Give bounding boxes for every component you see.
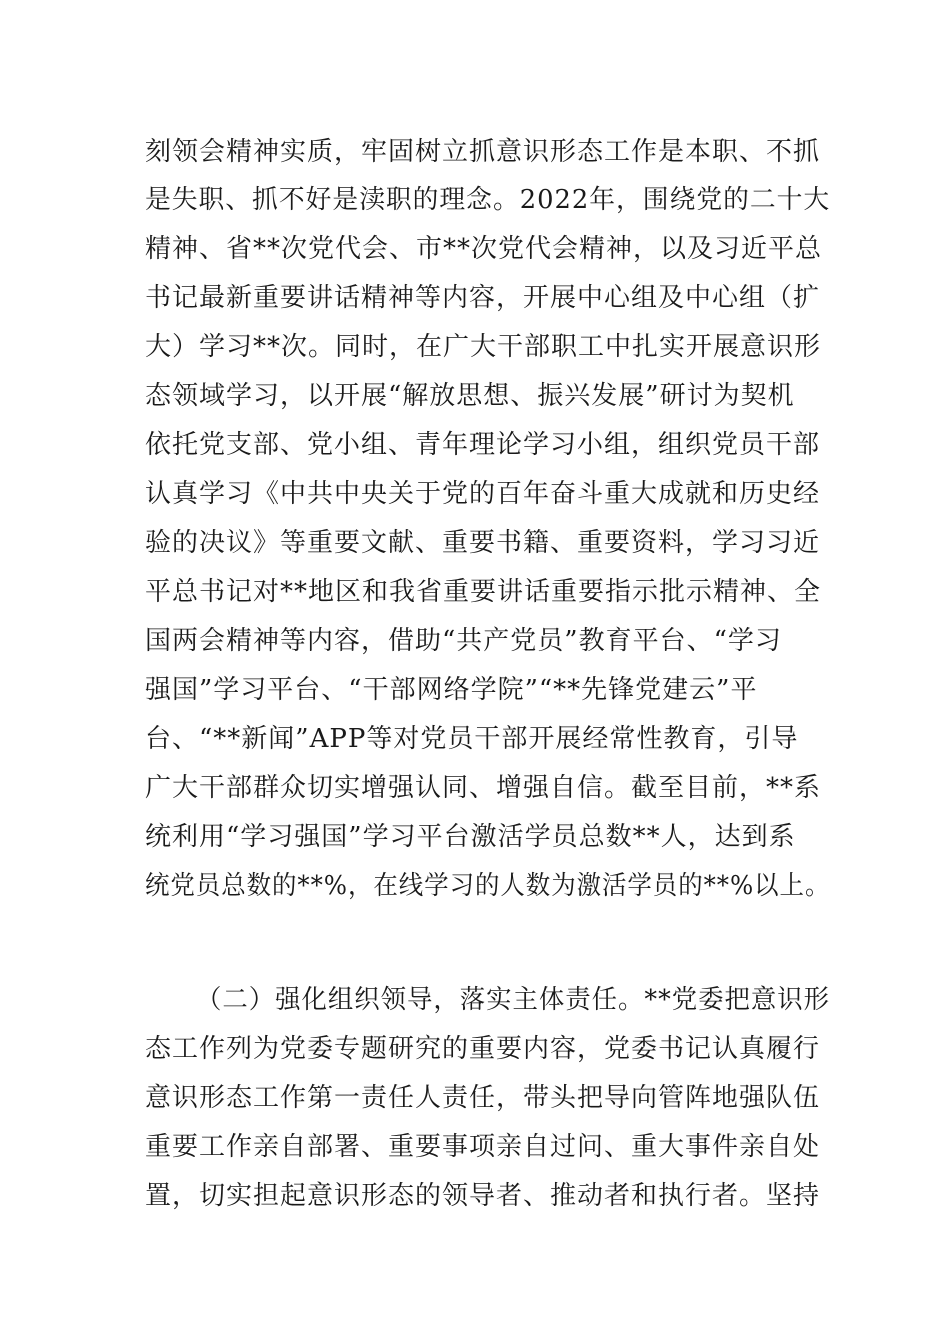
text-line: 书记最新重要讲话精神等内容，开展中心组及中心组（扩 bbox=[145, 283, 821, 313]
section-heading-line: （二）强化组织领导，落实主体责任。**党委把意识形 bbox=[196, 985, 831, 1015]
text-line: 意识形态工作第一责任人责任，带头把导向管阵地强队伍 bbox=[145, 1083, 821, 1113]
text-line: 是失职、抓不好是渎职的理念。2022年，围绕党的二十大 bbox=[145, 185, 831, 215]
text-line: 统利用“学习强国”学习平台激活学员总数**人，达到系 bbox=[145, 822, 796, 852]
text-line: 刻领会精神实质，牢固树立抓意识形态工作是本职、不抓 bbox=[145, 137, 821, 167]
text-line: 精神、省**次党代会、市**次党代会精神，以及习近平总 bbox=[145, 234, 823, 264]
text-line: 强国”学习平台、“干部网络学院”“**先锋党建云”平 bbox=[145, 675, 758, 705]
text-line: 验的决议》等重要文献、重要书籍、重要资料，学习习近 bbox=[145, 528, 821, 558]
text-line: 依托党支部、党小组、青年理论学习小组，组织党员干部 bbox=[145, 430, 821, 460]
text-line: 态工作列为党委专题研究的重要内容，党委书记认真履行 bbox=[145, 1034, 821, 1064]
text-line: 国两会精神等内容，借助“共产党员”教育平台、“学习 bbox=[145, 626, 782, 656]
text-line: 台、“**新闻”APP等对党员干部开展经常性教育，引导 bbox=[145, 724, 799, 754]
text-line: 态领域学习，以开展“解放思想、振兴发展”研讨为契机 bbox=[145, 381, 795, 411]
text-line: 大）学习**次。同时，在广大干部职工中扎实开展意识形 bbox=[145, 332, 822, 362]
text-line: 平总书记对**地区和我省重要讲话重要指示批示精神、全 bbox=[145, 577, 822, 607]
text-line: 统党员总数的**%，在线学习的人数为激活学员的**%以上。 bbox=[145, 871, 831, 901]
text-line: 置，切实担起意识形态的领导者、推动者和执行者。坚持 bbox=[145, 1181, 821, 1211]
text-line: 认真学习《中共中央关于党的百年奋斗重大成就和历史经 bbox=[145, 479, 821, 509]
text-line: 广大干部群众切实增强认同、增强自信。截至目前，**系 bbox=[145, 773, 822, 803]
text-line: 重要工作亲自部署、重要事项亲自过问、重大事件亲自处 bbox=[145, 1132, 821, 1162]
